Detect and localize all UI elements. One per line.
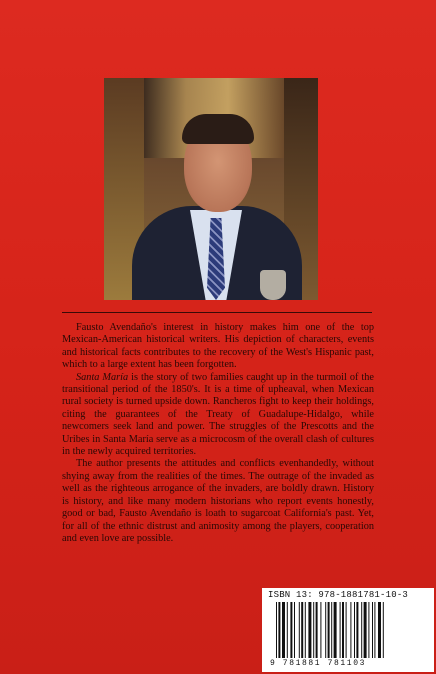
barcode-bar (294, 602, 295, 658)
barcode-bar (356, 602, 358, 658)
barcode-bar (361, 602, 362, 658)
barcode-bar (301, 602, 303, 658)
barcode-bar (282, 602, 285, 658)
barcode-bar (364, 602, 367, 658)
photo-wine-glass (260, 270, 286, 300)
blurb-text (62, 322, 374, 545)
barcode-bar (350, 602, 351, 658)
barcode-bar (308, 602, 311, 658)
barcode-bar (346, 602, 347, 658)
barcode-bar (378, 602, 381, 658)
barcode-bar (276, 602, 277, 658)
barcode-bar (299, 602, 300, 658)
barcode-icon (276, 602, 424, 658)
photo-hair (182, 114, 254, 144)
barcode-bar (331, 602, 332, 658)
barcode-bar (320, 602, 321, 658)
barcode-bar (328, 602, 330, 658)
barcode-bar (287, 602, 288, 658)
isbn-label: ISBN 13: 978-1881781-10-3 (268, 590, 409, 600)
barcode-bar (342, 602, 344, 658)
barcode-bar (383, 602, 384, 658)
barcode-bar (313, 602, 314, 658)
barcode-bar (368, 602, 369, 658)
barcode-bar (354, 602, 355, 658)
divider-rule (62, 312, 372, 313)
barcode-bar (290, 602, 292, 658)
barcode-bar (316, 602, 318, 658)
barcode-digits: 9 781881 781103 (270, 659, 367, 668)
barcode-bar (305, 602, 306, 658)
barcode-bar (340, 602, 341, 658)
blurb-paragraph-3: The author presents the attitudes and conflicts evenhandedly, without shying away from the realities of the times. The outrage of the invaded as well as the righteous arrogance of the invaders, are boldly drawn. History is history, and like many modern historians who report events honestly, good or bad, Fausto Avendaño is loath to sugarcoat California's past. Yet, for all of the ethnic distrust and animosity among the players, cooperation and even love are possible. (62, 458, 374, 544)
barcode-bar (372, 602, 373, 658)
isbn-barcode-box (262, 588, 434, 672)
barcode-bar (325, 602, 326, 658)
barcode-bar (334, 602, 337, 658)
barcode-bar (278, 602, 280, 658)
blurb-paragraph-2-text: is the story of two families caught up in the turmoil of the transitional period of the 1850's. It is a time of upheaval, when Mexican rural society is turned upside down. Rancheros fight to keep their holdings, citing the guarantees of the Treaty of Guadalupe-Hidalgo, while newcomers seek land and power. The struggles of the Prescotts and the Uribes in Santa María serve as a microcosm of the overall clash of cultures in the newly acquired territories. (62, 371, 374, 458)
blurb-paragraph-2 (62, 372, 374, 459)
barcode-bar (374, 602, 375, 658)
blurb-paragraph-1: Fausto Avendaño's interest in history makes him one of the top Mexican-American historical writers. His depiction of characters, events and historical facts contributes to the recovery of the West's Hispanic past, which to a large extent has been forgotten. (62, 322, 374, 371)
book-title-italic: Santa María (76, 371, 129, 383)
author-photo (104, 78, 318, 300)
